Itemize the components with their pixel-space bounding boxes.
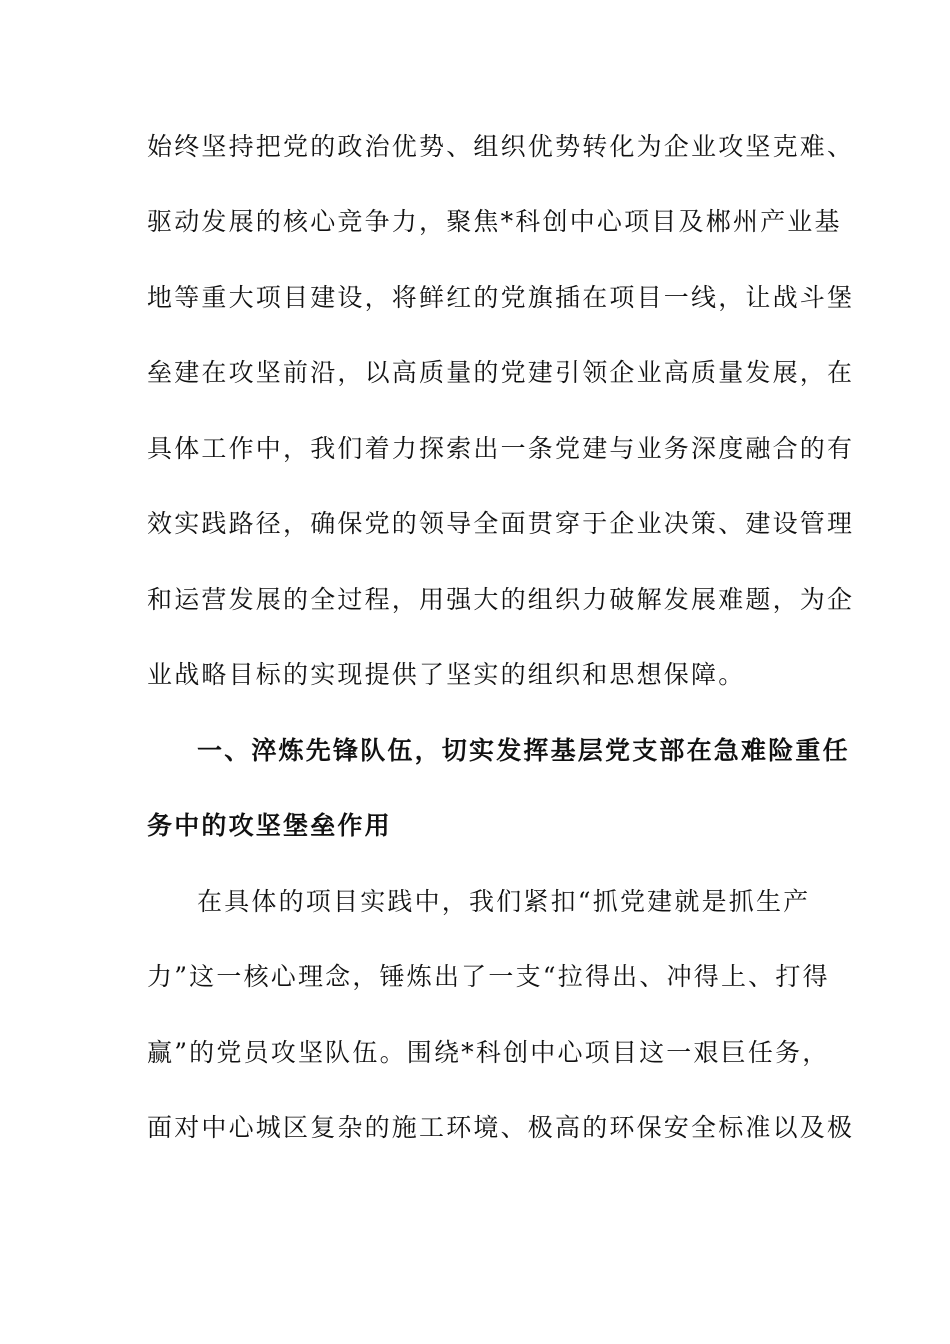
paragraph-line: 赢”的党员攻坚队伍。围绕*科创中心项目这一艰巨任务， — [147, 1038, 830, 1067]
paragraph-line: 和运营发展的全过程，用强大的组织力破解发展难题，为企 — [147, 585, 855, 614]
paragraph-line: 业战略目标的实现提供了坚实的组织和思想保障。 — [147, 660, 746, 689]
paragraph-line: 面对中心城区复杂的施工环境、极高的环保安全标准以及极 — [147, 1113, 855, 1142]
paragraph-line: 力”这一核心理念，锤炼出了一支“拉得出、冲得上、打得 — [147, 962, 830, 991]
paragraph-line: 在具体的项目实践中，我们紧扣“抓党建就是抓生产 — [197, 887, 811, 916]
paragraph-line: 效实践路径，确保党的领导全面贯穿于企业决策、建设管理 — [147, 509, 855, 538]
paragraph-line: 地等重大项目建设，将鲜红的党旗插在项目一线，让战斗堡 — [147, 283, 855, 312]
section-heading-line: 务中的攻坚堡垒作用 — [147, 811, 392, 840]
section-heading-line: 一、淬炼先锋队伍，切实发挥基层党支部在急难险重任 — [197, 736, 850, 765]
paragraph-line: 垒建在攻坚前沿，以高质量的党建引领企业高质量发展，在 — [147, 358, 855, 387]
paragraph-line: 具体工作中，我们着力探索出一条党建与业务深度融合的有 — [147, 434, 855, 463]
paragraph-line: 驱动发展的核心竞争力，聚焦*科创中心项目及郴州产业基 — [147, 207, 842, 236]
paragraph-line: 始终坚持把党的政治优势、组织优势转化为企业攻坚克难、 — [147, 132, 855, 161]
